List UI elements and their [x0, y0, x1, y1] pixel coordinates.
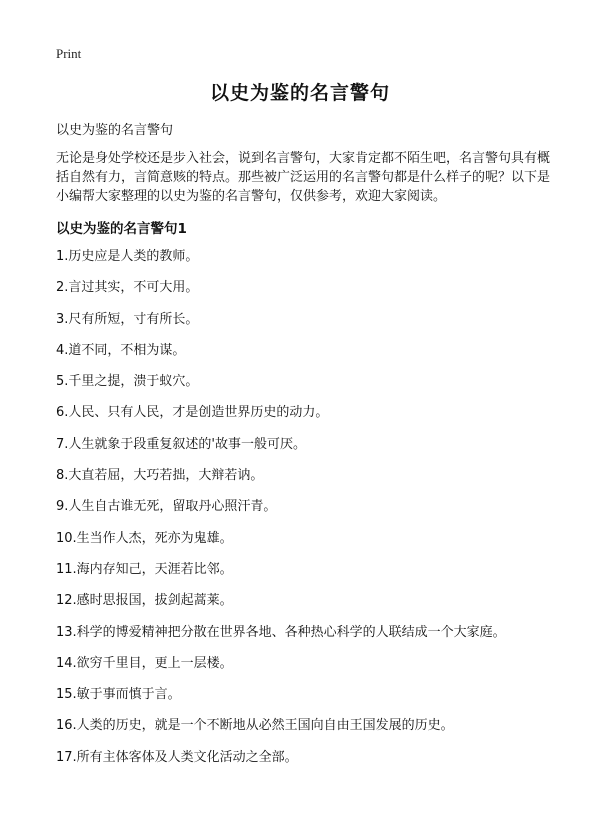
- quote-item: 16.人类的历史，就是一个不断地从必然王国向自由王国发展的历史。: [56, 718, 454, 734]
- quote-item: 14.欲穷千里目，更上一层楼。: [56, 655, 233, 671]
- quote-item: 7.人生就象于段重复叙述的'故事一般可厌。: [56, 436, 306, 452]
- section-heading: 以史为鉴的名言警句1: [56, 221, 187, 237]
- print-label: Print: [56, 46, 82, 61]
- page-subtitle: 以史为鉴的名言警句: [56, 123, 174, 138]
- quote-item: 17.所有主体客体及人类文化活动之全部。: [56, 749, 298, 765]
- quote-list: [56, 248, 556, 780]
- quote-item: 9.人生自古谁无死，留取丹心照汗青。: [56, 499, 277, 515]
- quote-item: 15.敏于事而慎于言。: [56, 687, 181, 703]
- quote-item: 2.言过其实，不可大用。: [56, 280, 199, 296]
- quote-item: 8.大直若屈，大巧若拙，大辩若讷。: [56, 468, 264, 484]
- quote-item: 6.人民、只有人民，才是创造世界历史的动力。: [56, 405, 329, 421]
- quote-item: 3.尺有所短，寸有所长。: [56, 311, 199, 327]
- quote-item: 5.千里之提，溃于蚁穴。: [56, 374, 199, 390]
- quote-item: 11.海内存知己，天涯若比邻。: [56, 561, 233, 577]
- quote-item: 10.生当作人杰，死亦为鬼雄。: [56, 530, 233, 546]
- quote-item: 13.科学的博爱精神把分散在世界各地、各种热心科学的人联结成一个大家庭。: [56, 624, 506, 640]
- quote-item: 1.历史应是人类的教师。: [56, 249, 199, 264]
- intro-paragraph: 无论是身处学校还是步入社会，说到名言警句，大家肯定都不陌生吧，名言警句具有概括自然有力，言简意赅的特点。那些被广泛运用的名言警句都是什么样子的呢？以下是小编帮大家整理的以史为鉴的名言警句，仅供参考，欢迎大家阅读。: [56, 151, 551, 204]
- quote-item: 12.感时思报国，拔剑起蒿莱。: [56, 593, 233, 609]
- quote-item: 4.道不同，不相为谋。: [56, 342, 186, 358]
- page-title: 以史为鉴的名言警句: [209, 82, 390, 104]
